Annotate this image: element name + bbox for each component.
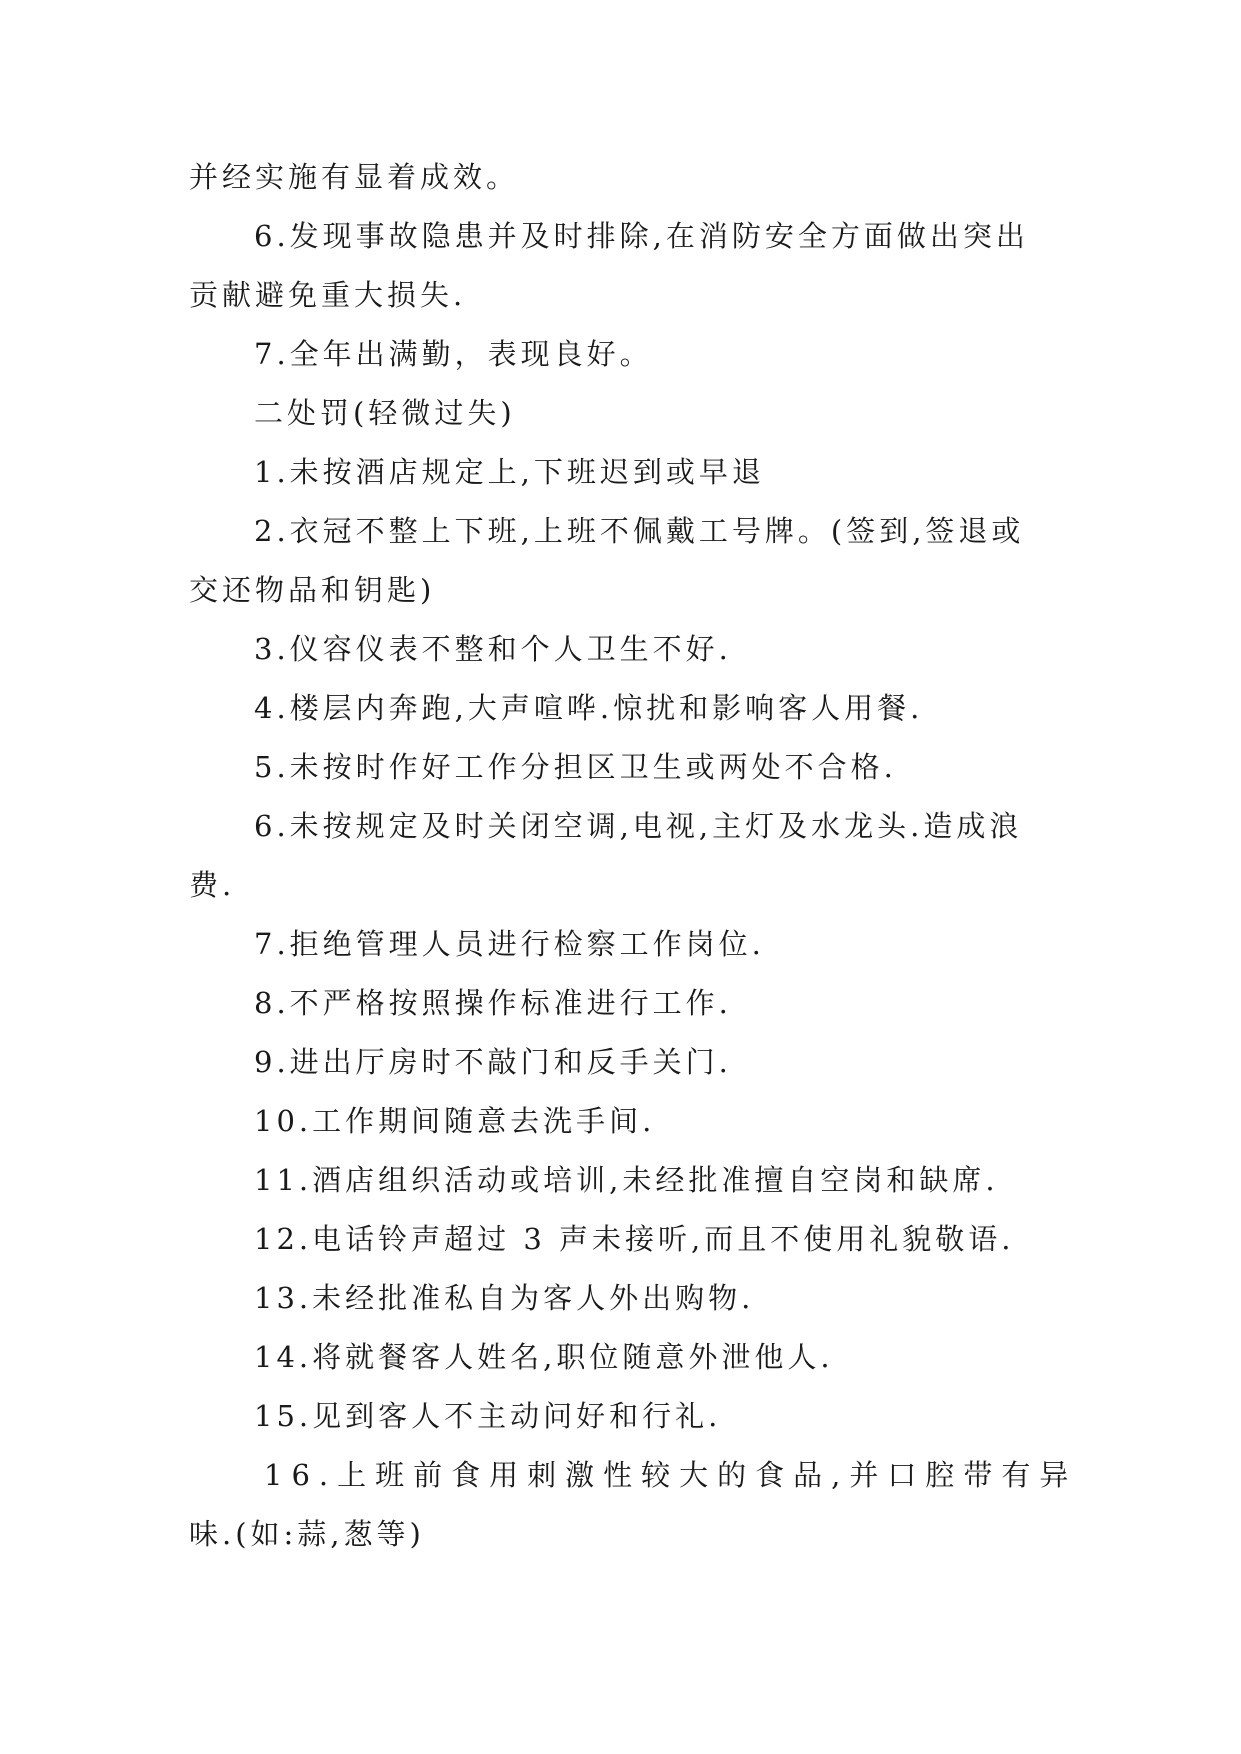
paragraph-line: 1.未按酒店规定上,下班迟到或早退 [254,455,765,489]
paragraph-line: 10.工作期间随意去洗手间. [254,1104,656,1138]
paragraph-line: 14.将就餐客人姓名,职位随意外泄他人. [254,1340,834,1374]
paragraph-line: 4.楼层内奔跑,大声喧哗.惊扰和影响客人用餐. [254,691,924,725]
paragraph-line: 2.衣冠不整上下班,上班不佩戴工号牌。(签到,签退或 [254,514,1025,548]
section-heading: 二处罚(轻微过失) [254,396,516,430]
paragraph-line: 7.全年出满勤，表现良好。 [254,337,653,371]
paragraph-line: 贡献避免重大损失. [189,278,467,312]
paragraph-line: 3.仪容仪表不整和个人卫生不好. [254,632,732,666]
paragraph-line: 9.进出厅房时不敲门和反手关门. [254,1045,732,1079]
paragraph-line: 交还物品和钥匙) [189,573,436,607]
paragraph-line: 味.(如:蒜,葱等) [189,1517,425,1551]
document-body [189,148,1078,1564]
paragraph-line: 15.见到客人不主动问好和行礼. [254,1399,722,1433]
paragraph-line: 7.拒绝管理人员进行检察工作岗位. [254,927,765,961]
paragraph-line: 12.电话铃声超过 3 声未接听,而且不使用礼貌敬语. [254,1222,1015,1256]
paragraph-line: 16.上班前食用刺激性较大的食品,并口腔带有异 [264,1458,1078,1492]
paragraph-line: 13.未经批准私自为客人外出购物. [254,1281,755,1315]
paragraph-line: 费. [189,868,236,902]
paragraph-line: 6.发现事故隐患并及时排除,在消防安全方面做出突出 [254,219,1029,253]
paragraph-line: 8.不严格按照操作标准进行工作. [254,986,732,1020]
paragraph-line: 6.未按规定及时关闭空调,电视,主灯及水龙头.造成浪 [254,809,1023,843]
paragraph-line: 并经实施有显着成效。 [189,160,520,194]
paragraph-line: 5.未按时作好工作分担区卫生或两处不合格. [254,750,897,784]
paragraph-line: 11.酒店组织活动或培训,未经批准擅自空岗和缺席. [254,1163,999,1197]
